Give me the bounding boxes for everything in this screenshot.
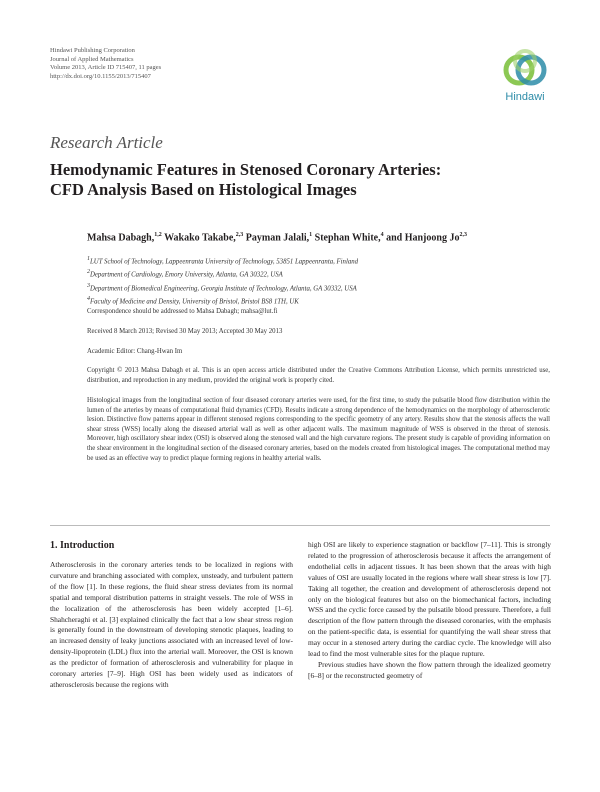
academic-editor: Academic Editor: Chang-Hwan Im: [87, 348, 183, 355]
hindawi-logo-text: Hindawi: [505, 91, 545, 103]
author-affiliation-mark: 4: [380, 232, 384, 238]
author-name: Stephan White,: [314, 232, 381, 244]
affiliation-item: $^3$Department of Biomedical Engineering, Georgia Institute of Technology, Atlanta, GA 30332, USA: [87, 282, 357, 293]
author-name: Payman Jalali,: [245, 232, 310, 244]
author-affiliation-mark: 2,3: [235, 232, 244, 238]
author-affiliation-mark: 1,2: [154, 232, 162, 238]
body-paragraph: high OSI are likely to experience stagnation or backflow [7–11]. This is strongly related to the progression of atherosclerosis because it affects the arrangement of endothelial cells in adjacent tissues. It has been shown that the areas with high values of OSI are usually located in the regions where wall shear stress is low [7]. Taking all together, the creation and development of atherosclerosis depend not only on the biological features but also on the biomechanical factors, including WSS and the cyclic force caused by the pulsatile blood pressure. Therefore, a full description of the flow pattern through the diseased coronaries, with the emphasis on the patient-specific data, is essential for quantifying the wall shear stress that may occur in a stenosed artery during the cardiac cycle. The knowledge will also lead to find the most vulnerable sites for the plaque rupture.: [308, 540, 551, 659]
paper-title-line-2: CFD Analysis Based on Histological Images: [50, 180, 357, 199]
header-publisher: Hindawi Publishing Corporation: [50, 47, 135, 54]
author-affiliation-mark: 2,3: [459, 232, 467, 238]
paper-title: [50, 160, 550, 200]
submission-dates: Received 8 March 2013; Revised 30 May 2013; Accepted 30 May 2013: [87, 328, 283, 335]
header-doi-link[interactable]: http://dx.doi.org/10.1155/2013/715407: [50, 72, 151, 80]
author-name: and Hanjoong Jo: [386, 232, 460, 244]
article-type: Research Article: [50, 133, 163, 152]
affiliation-list: [87, 254, 358, 308]
affiliation-item: $^4$Faculty of Medicine and Density, University of Bristol, Bristol BS8 1TH, UK: [87, 296, 299, 306]
section-divider: [50, 525, 550, 526]
hindawi-logo-icon: [501, 47, 549, 89]
paper-title-line-1: Hemodynamic Features in Stenosed Coronary Arteries:: [50, 160, 442, 179]
author-list: [87, 232, 467, 243]
body-column-right: [308, 540, 551, 682]
section-heading-introduction: 1. Introduction: [50, 540, 115, 551]
header-volume: Volume 2013, Article ID 715407, 11 pages: [50, 64, 162, 72]
author-name: Wakako Takabe,: [164, 232, 236, 244]
journal-header: [50, 47, 161, 81]
abstract: Histological images from the longitudinal section of four diseased coronary arteries were used, for the first time, to study the pulsatile blood flow distribution within the lumen of the arteries by means of computational fluid dynamics (CFD). Results indicate a strong dependence of the hemodynamics on the morphology of atherosclerotic lesion. Distinctive flow patterns appear in different stenosed regions corresponding to the specific geometry of any artery. Results show that the stenosis affects the wall shear stress (WSS) locally along the diseased arterial wall as well as other adjacent walls. The maximum magnitude of WSS is observed in the throat of stenosis. Moreover, high oscillatory shear index (OSI) is observed along the stenosed wall and the high curvature regions. The present study is capable of providing information on the shear environment in the longitudinal section of the diseased coronary arteries, based on the models created from histological images. The computational method may be used as an effective way to predict plaque forming regions in healthy arterial walls.: [87, 397, 550, 462]
hindawi-logo: [497, 47, 553, 107]
body-paragraph: Atherosclerosis in the coronary arteries tends to be localized in regions with curvature and branching associated with complex, unsteady, and turbulent pattern of the flow [1]. In these regions, the fluid shear stress deviates from its normal spatial and temporal distribution patterns in straight vessels. The role of WSS in the localization of the atherosclerosis has been widely accepted [1–6]. Shahcheraghi et al. [3] explained clinically the fact that a low shear stress region is generally found in the downstream of developing stenotic plaques, leading to an increased density of leaky junctions associated with an increased level of low-density-lipoprotein (LDL) flux into the arterial wall. Moreover, the OSI is known as the predictor of formation of atherosclerosis and vulnerability for plaque in coronary arteries [7–9]. High OSI has been widely used as indicators of atherosclerosis because the regions with: [50, 560, 293, 689]
affiliation-item: $^2$Department of Cardiology, Emory University, Atlanta, GA 30322, USA: [87, 269, 283, 279]
copyright-notice: Copyright © 2013 Mahsa Dabagh et al. This is an open access article distributed under the Creative Commons Attribution License, which permits unrestricted use, distribution, and reproduction in any medium, provided the original work is properly cited.: [87, 367, 550, 384]
author-affiliation-mark: 1: [309, 232, 313, 238]
body-paragraph: Previous studies have shown the flow pattern through the idealized geometry [6–8] or the reconstructed geometry of: [308, 659, 551, 680]
correspondence-note: Correspondence should be addressed to Mahsa Dabagh; mahsa@lut.fi: [87, 308, 278, 315]
author-name: Mahsa Dabagh,: [87, 232, 155, 244]
affiliation-item: $^1$LUT School of Technology, Lappeenranta University of Technology, 53851 Lappeenranta, Finland: [87, 256, 359, 266]
body-column-left: [50, 560, 293, 691]
header-journal: Journal of Applied Mathematics: [50, 55, 134, 63]
